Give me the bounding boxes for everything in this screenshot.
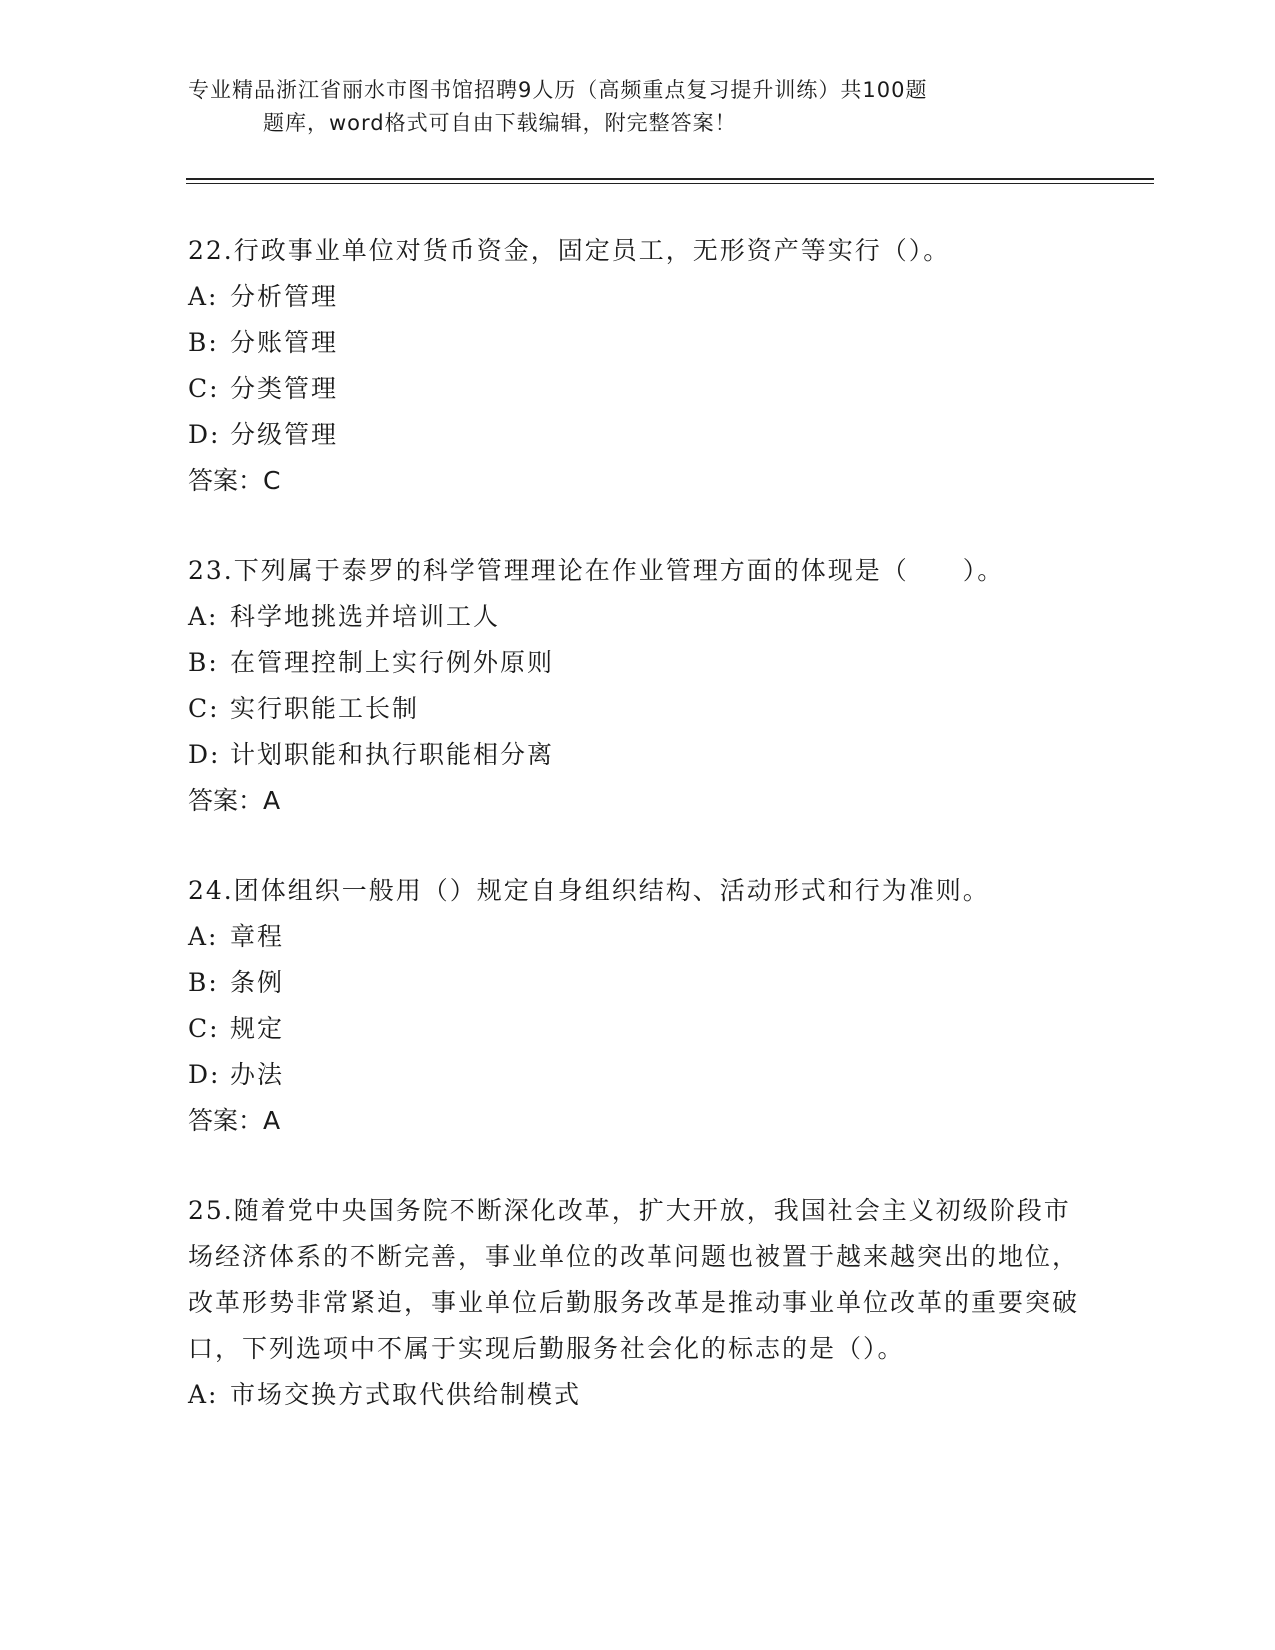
option-d: D: 办法 — [188, 1060, 285, 1089]
option-c: C: 实行职能工长制 — [188, 694, 420, 723]
question-23 — [188, 548, 1088, 824]
document-header — [188, 74, 1048, 140]
option-c: C: 分类管理 — [188, 374, 339, 403]
question-22 — [188, 228, 1088, 504]
option-a: A: 市场交换方式取代供给制模式 — [188, 1380, 582, 1409]
question-stem: 22.行政事业单位对货币资金，固定员工，无形资产等实行（）。 — [188, 236, 951, 265]
question-stem: 24.团体组织一般用（）规定自身组织结构、活动形式和行为准则。 — [188, 876, 990, 905]
question-stem: 25.随着党中央国务院不断深化改革，扩大开放，我国社会主义初级阶段市场经济体系的不断完善，事业单位的改革问题也被置于越来越突出的地位，改革形势非常紧迫，事业单位后勤服务改革是推动事业单位改革的重要突破口，下列选项中不属于实现后勤服务社会化的标志的是（）。 — [188, 1196, 1080, 1363]
option-b: B: 在管理控制上实行例外原则 — [188, 648, 555, 677]
question-25 — [188, 1188, 1088, 1418]
option-a: A: 章程 — [188, 922, 285, 951]
question-24 — [188, 868, 1088, 1144]
header-divider-thin — [186, 183, 1154, 184]
question-stem: 23.下列属于泰罗的科学管理理论在作业管理方面的体现是（ ）。 — [188, 556, 1005, 585]
option-b: B: 分账管理 — [188, 328, 339, 357]
option-a: A: 分析管理 — [188, 282, 339, 311]
option-a: A: 科学地挑选并培训工人 — [188, 602, 501, 631]
option-d: D: 计划职能和执行职能相分离 — [188, 740, 555, 769]
header-line-1: 专业精品浙江省丽水市图书馆招聘9人历（高频重点复习提升训练）共100题 — [188, 78, 928, 102]
question-list — [188, 228, 1088, 1462]
header-divider-thick — [186, 178, 1154, 180]
answer: 答案：C — [188, 466, 281, 495]
option-b: B: 条例 — [188, 968, 285, 997]
option-d: D: 分级管理 — [188, 420, 339, 449]
answer: 答案：A — [188, 1106, 281, 1135]
option-c: C: 规定 — [188, 1014, 285, 1043]
header-line-2: 题库，word格式可自由下载编辑，附完整答案！ — [263, 111, 737, 135]
answer: 答案：A — [188, 786, 281, 815]
